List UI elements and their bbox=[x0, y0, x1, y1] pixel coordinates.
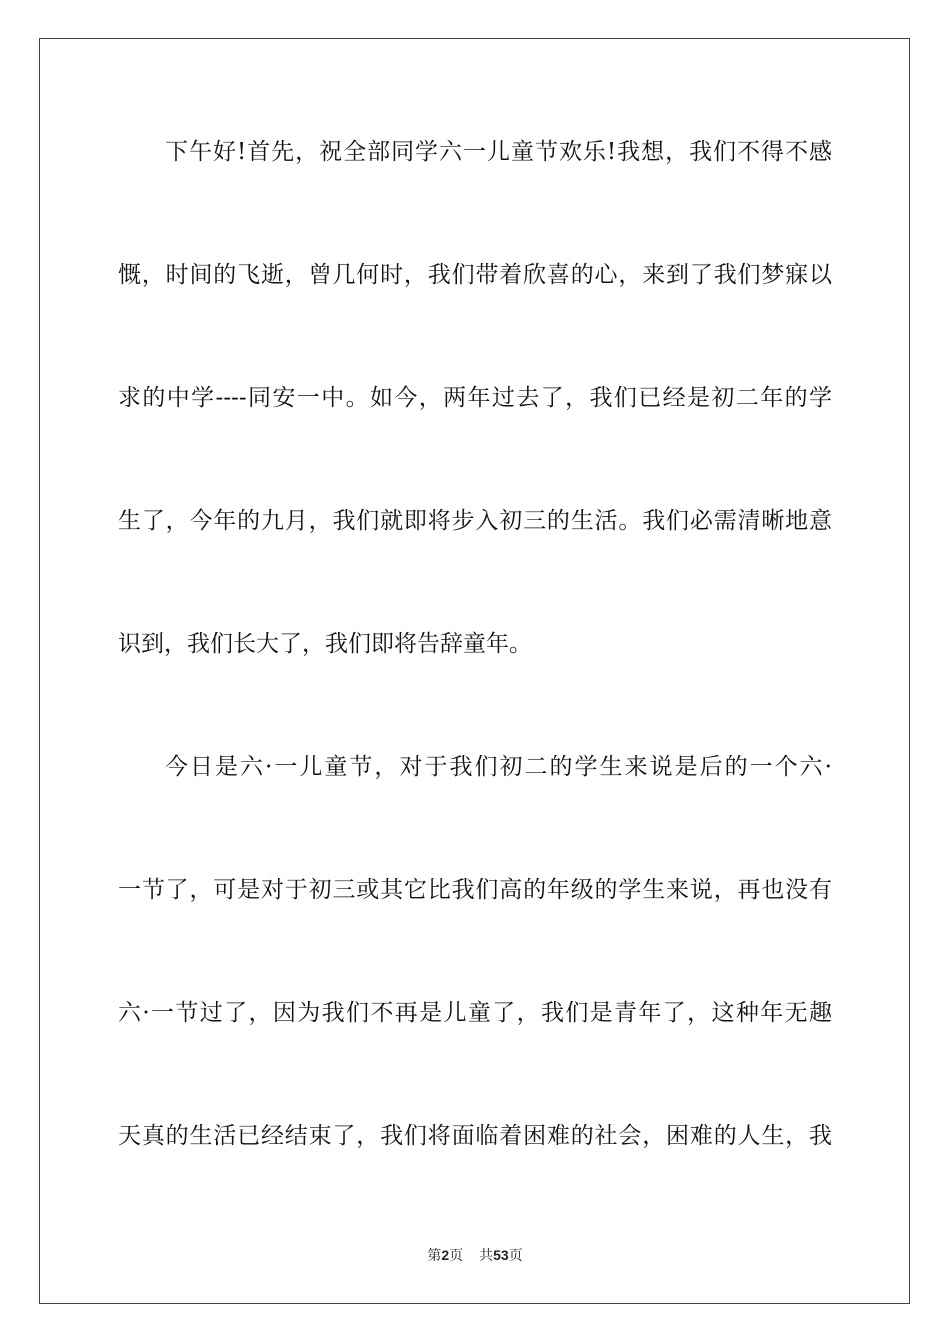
paragraph-1-line-5: 识到，我们长大了，我们即将告辞童年。 bbox=[118, 631, 532, 657]
total-pages: 53 bbox=[493, 1247, 509, 1263]
page-footer bbox=[0, 1246, 950, 1265]
paragraph-2-line-2: 一节了，可是对于初三或其它比我们高的年级的学生来说，再也没有 bbox=[118, 877, 832, 903]
paragraph-1-line-4: 生了，今年的九月，我们就即将步入初三的生活。我们必需清晰地意 bbox=[118, 508, 832, 534]
paragraph-2-line-4: 天真的生活已经结束了，我们将面临着困难的社会，困难的人生，我 bbox=[118, 1123, 832, 1149]
paragraph-2-line-1: 今日是六·一儿童节，对于我们初二的学生来说是后的一个六· bbox=[165, 754, 832, 780]
paragraph-1-line-1: 下午好!首先，祝全部同学六一儿童节欢乐!我想，我们不得不感 bbox=[165, 139, 832, 165]
page-label-prefix: 第 bbox=[427, 1248, 442, 1264]
paragraph-1-line-2: 慨，时间的飞逝，曾几何时，我们带着欣喜的心，来到了我们梦寐以 bbox=[118, 262, 832, 288]
page-number: 2 bbox=[441, 1247, 450, 1263]
total-label-suffix: 页 bbox=[508, 1248, 523, 1264]
page-label-suffix: 页 bbox=[449, 1248, 464, 1264]
paragraph-2-line-3: 六·一节过了，因为我们不再是儿童了，我们是青年了，这种年无趣 bbox=[118, 1000, 832, 1026]
page-border bbox=[39, 38, 910, 1304]
total-label-prefix: 共 bbox=[479, 1248, 494, 1264]
paragraph-1-line-3: 求的中学----同安一中。如今，两年过去了，我们已经是初二年的学 bbox=[118, 385, 832, 411]
